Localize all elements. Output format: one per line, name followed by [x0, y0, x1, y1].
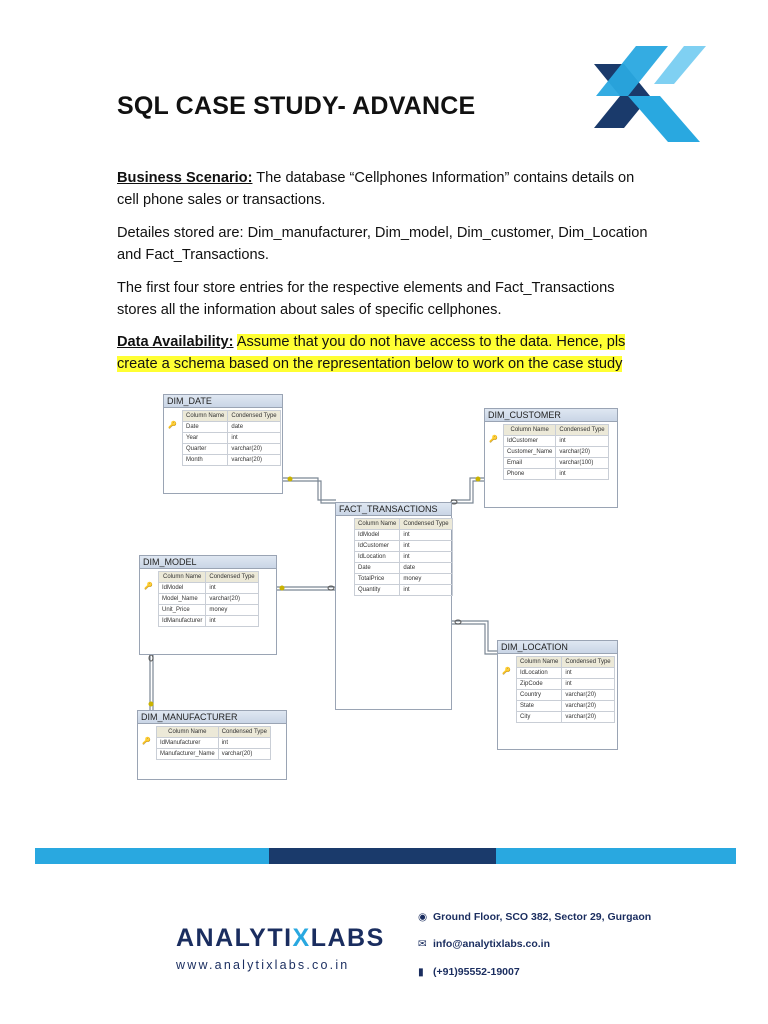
type-header: Condensed Type: [556, 425, 608, 436]
table-dim-date: [163, 394, 283, 494]
column-header: Column Name: [504, 425, 556, 436]
table-row: IdManufacturer int: [159, 616, 259, 627]
table-row: Quarter varchar(20): [183, 444, 281, 455]
primary-key-icon: 🔑: [144, 583, 153, 590]
column-header: Column Name: [517, 657, 562, 668]
details-paragraph: Detailes stored are: Dim_manufacturer, Dim_model, Dim_customer, Dim_Location and Fact_Transactions.: [117, 225, 648, 263]
table-dim-location: [497, 640, 618, 750]
footer-bar-light: [35, 848, 269, 864]
table-row: ZipCode int: [517, 679, 615, 690]
page-title: SQL CASE STUDY- ADVANCE: [117, 92, 476, 120]
table-dim-customer: [484, 408, 618, 508]
location-pin-icon: ◉: [418, 911, 428, 923]
table-row: State varchar(20): [517, 701, 615, 712]
table-row: IdManufacturer int: [157, 738, 271, 749]
table-row: Email varchar(100): [504, 458, 609, 469]
table-row: Manufacturer_Name varchar(20): [157, 749, 271, 760]
table-title: FACT_TRANSACTIONS: [336, 503, 451, 516]
table-row: Unit_Price money: [159, 605, 259, 616]
primary-key-icon: 🔑: [489, 436, 498, 443]
primary-key-icon: 🔑: [502, 668, 511, 675]
phone-line[interactable]: ▮ (+91)95552-19007: [418, 966, 520, 978]
table-row: Date date: [355, 563, 453, 574]
type-header: Condensed Type: [400, 519, 452, 530]
table-row: TotalPrice money: [355, 574, 453, 585]
table-row: IdLocation int: [517, 668, 615, 679]
table-title: DIM_MANUFACTURER: [138, 711, 286, 724]
table-title: DIM_MODEL: [140, 556, 276, 569]
data-availability-label: Data Availability:: [117, 334, 234, 350]
email-line[interactable]: ✉ info@analytixlabs.co.in: [418, 938, 551, 950]
type-header: Condensed Type: [206, 572, 258, 583]
business-scenario-text: The database “Cellphones Information” contains details on cell phone sales or transactions.: [117, 170, 635, 208]
column-header: Column Name: [159, 572, 206, 583]
mail-icon: ✉: [418, 938, 427, 950]
table-fact-transactions: [335, 502, 452, 710]
table-row: IdCustomer int: [504, 436, 609, 447]
table-row: IdLocation int: [355, 552, 453, 563]
table-row: Phone int: [504, 469, 609, 480]
type-header: Condensed Type: [562, 657, 614, 668]
table-dim-model: [139, 555, 277, 655]
table-row: Month varchar(20): [183, 455, 281, 466]
store-entries-paragraph: The first four store entries for the respective elements and Fact_Transactions stores all the information about sales of specific cellphones.: [117, 280, 615, 318]
analytixlabs-logo: ANALYTIXLABS: [176, 924, 385, 952]
type-header: Condensed Type: [228, 411, 280, 422]
address-line: ◉ Ground Floor, SCO 382, Sector 29, Gurgaon: [418, 911, 652, 923]
table-row: IdModel int: [159, 583, 259, 594]
phone-icon: ▮: [418, 966, 424, 978]
table-title: DIM_DATE: [164, 395, 282, 408]
table-title: DIM_LOCATION: [498, 641, 617, 654]
table-title: DIM_CUSTOMER: [485, 409, 617, 422]
primary-key-icon: 🔑: [142, 738, 151, 745]
column-header: Column Name: [355, 519, 400, 530]
table-row: City varchar(20): [517, 712, 615, 723]
table-row: Date date: [183, 422, 281, 433]
table-row: Quantity int: [355, 585, 453, 596]
logo-x: X: [292, 924, 311, 952]
primary-key-icon: 🔑: [168, 422, 177, 429]
business-scenario-label: Business Scenario:: [117, 170, 253, 186]
table-row: Model_Name varchar(20): [159, 594, 259, 605]
footer-bar-light-right: [496, 848, 736, 864]
type-header: Condensed Type: [218, 727, 270, 738]
table-row: Customer_Name varchar(20): [504, 447, 609, 458]
table-row: IdModel int: [355, 530, 453, 541]
data-availability-text: Assume that you do not have access to the data. Hence, pls create a schema based on the representation below to work on the case study: [117, 334, 626, 372]
column-header: Column Name: [183, 411, 228, 422]
column-header: Column Name: [157, 727, 219, 738]
table-row: IdCustomer int: [355, 541, 453, 552]
website-link[interactable]: www.analytixlabs.co.in: [176, 958, 350, 972]
table-row: Year int: [183, 433, 281, 444]
footer-bar-dark: [269, 848, 496, 864]
table-row: Country varchar(20): [517, 690, 615, 701]
table-dim-manufacturer: [137, 710, 287, 780]
